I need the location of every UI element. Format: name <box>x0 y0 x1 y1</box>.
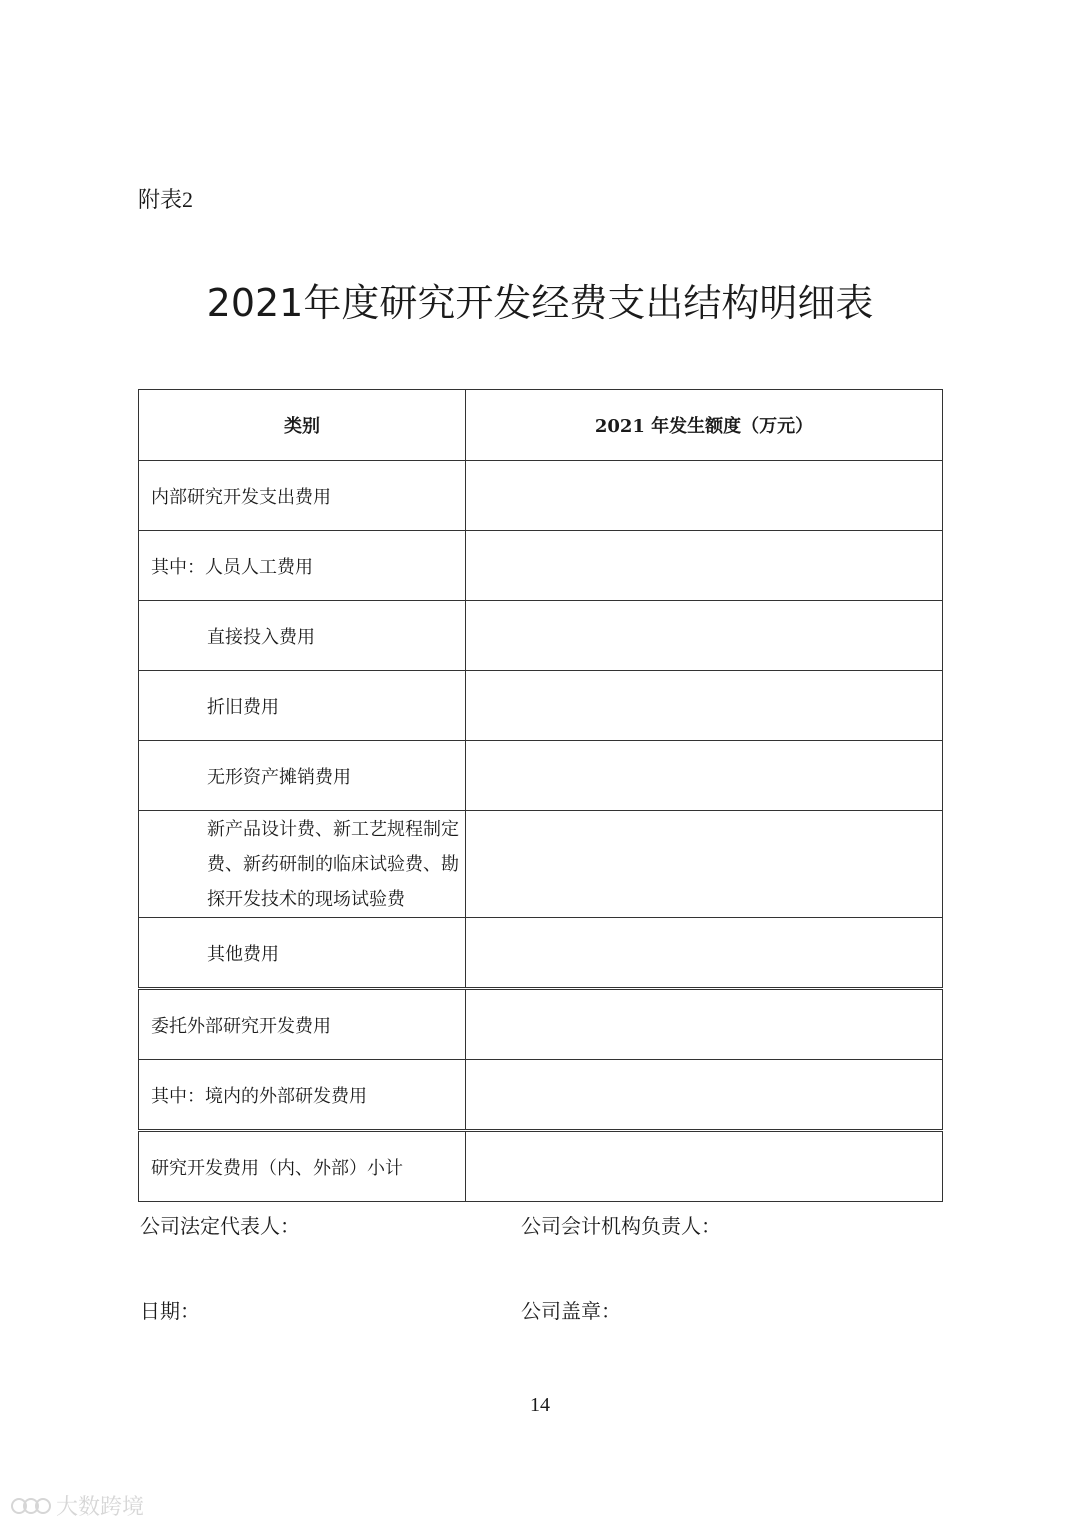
row-value-internal-rd <box>466 461 943 531</box>
row-label-other: 其他费用 <box>139 918 466 989</box>
table-row <box>139 531 943 601</box>
row-value-amortization <box>466 741 943 811</box>
row-label-depreciation: 折旧费用 <box>139 671 466 741</box>
row-value-external-rd <box>466 989 943 1060</box>
table-row <box>139 918 943 989</box>
appendix-label: 附表2 <box>138 187 194 213</box>
accounting-head-label: 公司会计机构负责人： <box>521 1214 721 1238</box>
table-row <box>139 989 943 1060</box>
row-value-direct-input <box>466 601 943 671</box>
page-number: 14 <box>530 1394 550 1416</box>
table-row <box>139 601 943 671</box>
row-label-external-rd: 委托外部研究开发费用 <box>139 989 466 1060</box>
row-label-subtotal: 研究开发费用（内、外部）小计 <box>139 1131 466 1202</box>
row-label-personnel: 其中：人员人工费用 <box>139 531 466 601</box>
row-label-internal-rd: 内部研究开发支出费用 <box>139 461 466 531</box>
row-label-design-trial: 新产品设计费、新工艺规程制定费、新药研制的临床试验费、勘探开发技术的现场试验费 <box>139 811 466 918</box>
row-value-other <box>466 918 943 989</box>
company-seal-label: 公司盖章： <box>521 1299 621 1323</box>
legal-representative-label: 公司法定代表人： <box>140 1214 300 1238</box>
row-label-domestic-external: 其中：境内的外部研发费用 <box>139 1060 466 1131</box>
table-row <box>139 671 943 741</box>
row-label-direct-input: 直接投入费用 <box>139 601 466 671</box>
row-value-domestic-external <box>466 1060 943 1131</box>
document-title: 2021年度研究开发经费支出结构明细表 <box>206 281 874 325</box>
expense-structure-table <box>138 389 943 1202</box>
table-row <box>139 461 943 531</box>
header-amount: 2021 年发生额度（万元） <box>466 390 943 461</box>
header-category: 类别 <box>139 390 466 461</box>
table-row <box>139 811 943 918</box>
row-value-subtotal <box>466 1131 943 1202</box>
table-row <box>139 741 943 811</box>
table-header-row <box>139 390 943 461</box>
watermark-text: 大数跨境 <box>56 1495 145 1520</box>
watermark-logo-icon <box>10 1494 52 1518</box>
row-value-depreciation <box>466 671 943 741</box>
row-value-personnel <box>466 531 943 601</box>
row-value-design-trial <box>466 811 943 918</box>
table-row <box>139 1131 943 1202</box>
watermark <box>10 1490 144 1521</box>
date-label: 日期： <box>140 1299 200 1323</box>
table-row <box>139 1060 943 1131</box>
row-label-amortization: 无形资产摊销费用 <box>139 741 466 811</box>
